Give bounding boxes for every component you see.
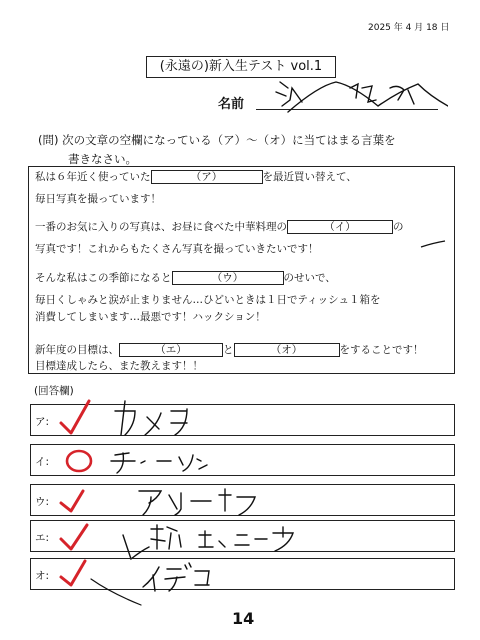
question-line-1: (問) 次の文章の空欄になっている（ア）～（オ）に当てはまる言葉を xyxy=(38,133,396,147)
circle-mark-icon xyxy=(67,451,91,471)
name-label: 名前 xyxy=(218,97,245,112)
passage-line-8 xyxy=(35,343,424,358)
answer-row-o xyxy=(30,558,455,590)
blank-a: （ア） xyxy=(151,170,263,184)
answer-label: オ: xyxy=(35,570,50,582)
answer-handwriting xyxy=(31,395,456,439)
passage-text: のせいで、 xyxy=(283,272,336,284)
passage-text: と xyxy=(223,344,234,356)
passage-line-7: 消費してしまいます…最悪です！ハックション！ xyxy=(35,311,266,323)
passage-text: 私は６年近く使っていた xyxy=(35,171,151,183)
passage-text: の xyxy=(393,221,404,233)
passage-box xyxy=(28,166,455,374)
passage-text: 新年度の目標は、 xyxy=(35,344,119,356)
answer-handwriting xyxy=(31,549,456,593)
passage-line-3 xyxy=(35,220,404,235)
answer-row-i xyxy=(30,444,455,476)
answer-label: ウ: xyxy=(35,496,50,508)
passage-line-9: 目標達成したら、また教えます！！ xyxy=(35,360,203,372)
question-instructions xyxy=(38,131,396,169)
page-number: 14 xyxy=(232,609,255,628)
passage-line-2: 毎日写真を撮っています！ xyxy=(35,193,161,205)
blank-o: （オ） xyxy=(234,343,340,357)
passage-line-5 xyxy=(35,271,336,286)
blank-e: （エ） xyxy=(119,343,223,357)
answer-label: イ: xyxy=(35,456,50,468)
check-mark-icon xyxy=(61,525,87,549)
passage-text: 一番のお気に入りの写真は、お昼に食べた中華料理の xyxy=(35,221,287,233)
passage-text: をすることです！ xyxy=(339,344,424,356)
handwritten-name xyxy=(258,76,448,114)
passage-line-4: 写真です！これからもたくさん写真を撮っていきたいです！ xyxy=(35,243,319,255)
blank-i: （イ） xyxy=(287,220,393,234)
answer-row-e xyxy=(30,520,455,552)
answer-row-a xyxy=(30,404,455,436)
check-mark-icon xyxy=(61,401,89,433)
blank-u: （ウ） xyxy=(172,271,284,285)
passage-line-6: 毎日くしゃみと涙が止まりません…ひどいときは１日でティッシュ１箱を xyxy=(35,294,381,306)
check-mark-icon xyxy=(61,561,85,585)
test-title: (永遠の)新入生テスト vol.1 xyxy=(146,56,336,78)
answers-label: (回答欄) xyxy=(34,385,74,397)
answer-label: エ: xyxy=(35,532,50,544)
passage-text: そんな私はこの季節になると xyxy=(35,272,172,284)
pen-stroke xyxy=(419,237,449,251)
passage-text: を最近買い替えて、 xyxy=(262,171,357,183)
answer-handwriting xyxy=(31,435,456,479)
answer-label: ア: xyxy=(35,416,50,428)
date: 2025 年 4 月 18 日 xyxy=(368,23,450,33)
question-line-2: 書きなさい。 xyxy=(68,152,137,166)
check-mark-icon xyxy=(61,491,83,511)
passage-line-1 xyxy=(35,170,357,185)
